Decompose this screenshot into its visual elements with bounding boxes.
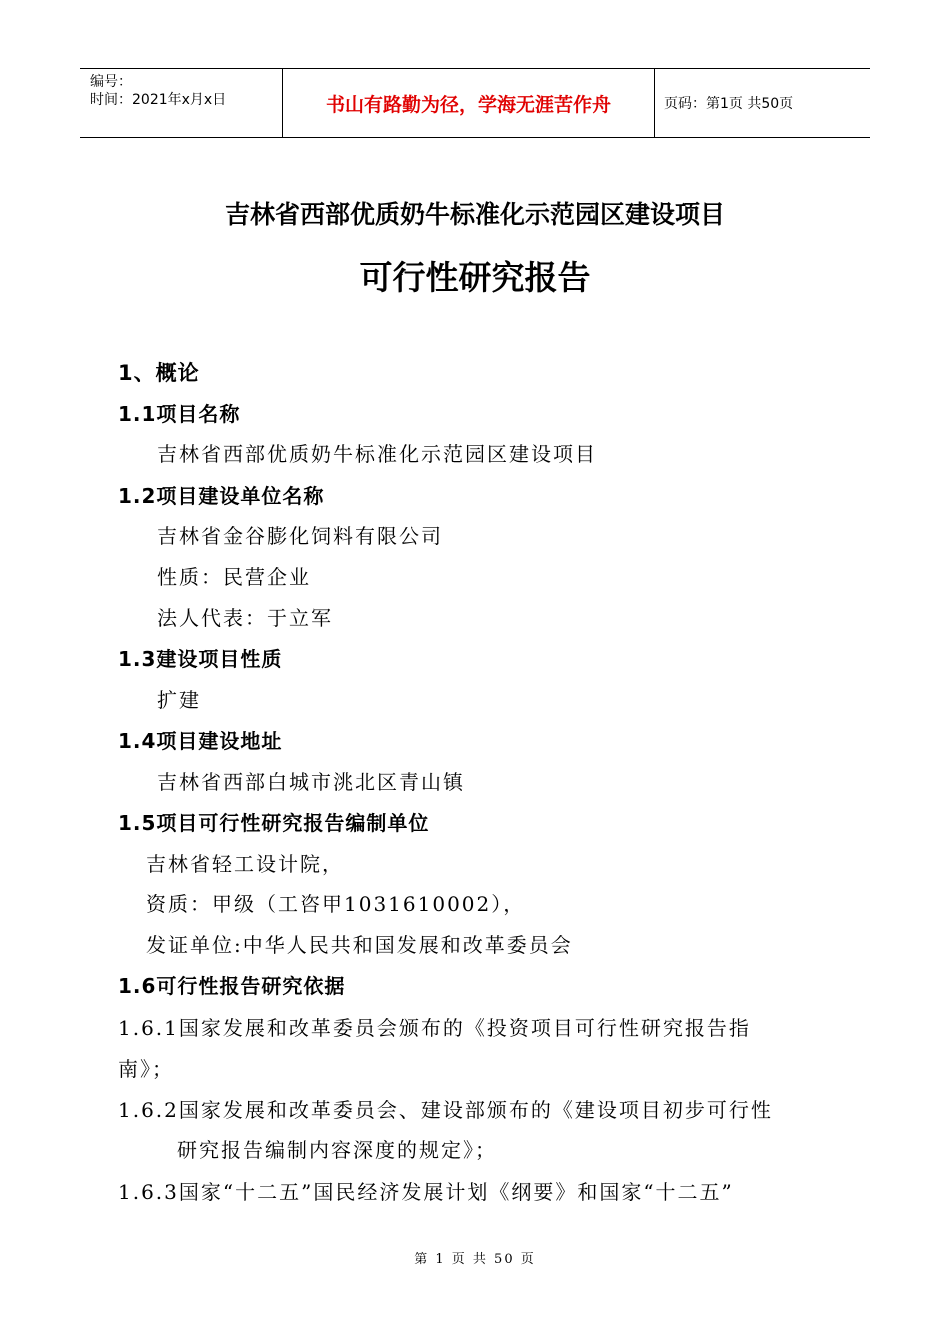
- paragraph: 资质：甲级（工咨甲1031610002），: [146, 892, 526, 916]
- header-divider: [654, 69, 655, 137]
- document-date: 时间：2021年x月x日: [90, 92, 227, 108]
- paragraph: 吉林省西部白城市洮北区青山镇: [157, 770, 465, 794]
- paragraph: 吉林省金谷膨化饲料有限公司: [157, 524, 443, 548]
- document-title: 吉林省西部优质奶牛标准化示范园区建设项目: [224, 200, 725, 229]
- document-subtitle: 可行性研究报告: [359, 258, 591, 297]
- paragraph: 1.6.2国家发展和改革委员会、建设部颁布的《建设项目初步可行性: [118, 1098, 773, 1122]
- header-motto: 书山有路勤为径，学海无涯苦作舟: [325, 93, 611, 116]
- section-heading: 1、概论: [118, 361, 200, 385]
- paragraph: 性质：民营企业: [157, 565, 311, 589]
- subsection-heading: 1.2项目建设单位名称: [118, 484, 325, 508]
- paragraph: 南》；: [118, 1057, 174, 1081]
- document-number-label: 编号：: [90, 74, 132, 90]
- subsection-heading: 1.6可行性报告研究依据: [118, 974, 346, 998]
- header-page-info: 页码：第1页 共50页: [664, 96, 794, 112]
- paragraph: 1.6.3国家“十二五”国民经济发展计划《纲要》和国家“十二五”: [118, 1180, 734, 1204]
- paragraph: 法人代表：于立军: [157, 606, 333, 630]
- paragraph: 1.6.1国家发展和改革委员会颁布的《投资项目可行性研究报告指: [118, 1016, 751, 1040]
- paragraph: 发证单位:中华人民共和国发展和改革委员会: [146, 933, 573, 957]
- paragraph: 吉林省西部优质奶牛标准化示范园区建设项目: [157, 442, 597, 466]
- document-header-table: [80, 68, 870, 138]
- paragraph: 研究报告编制内容深度的规定》；: [177, 1138, 497, 1162]
- paragraph: 吉林省轻工设计院，: [146, 852, 344, 876]
- subsection-heading: 1.3建设项目性质: [118, 647, 283, 671]
- subsection-heading: 1.4项目建设地址: [118, 729, 283, 753]
- paragraph: 扩建: [157, 688, 201, 712]
- header-meta-cell: [80, 69, 282, 137]
- subsection-heading: 1.1项目名称: [118, 402, 241, 426]
- subsection-heading: 1.5项目可行性研究报告编制单位: [118, 811, 430, 835]
- page-footer: 第 1 页 共 50 页: [414, 1252, 536, 1267]
